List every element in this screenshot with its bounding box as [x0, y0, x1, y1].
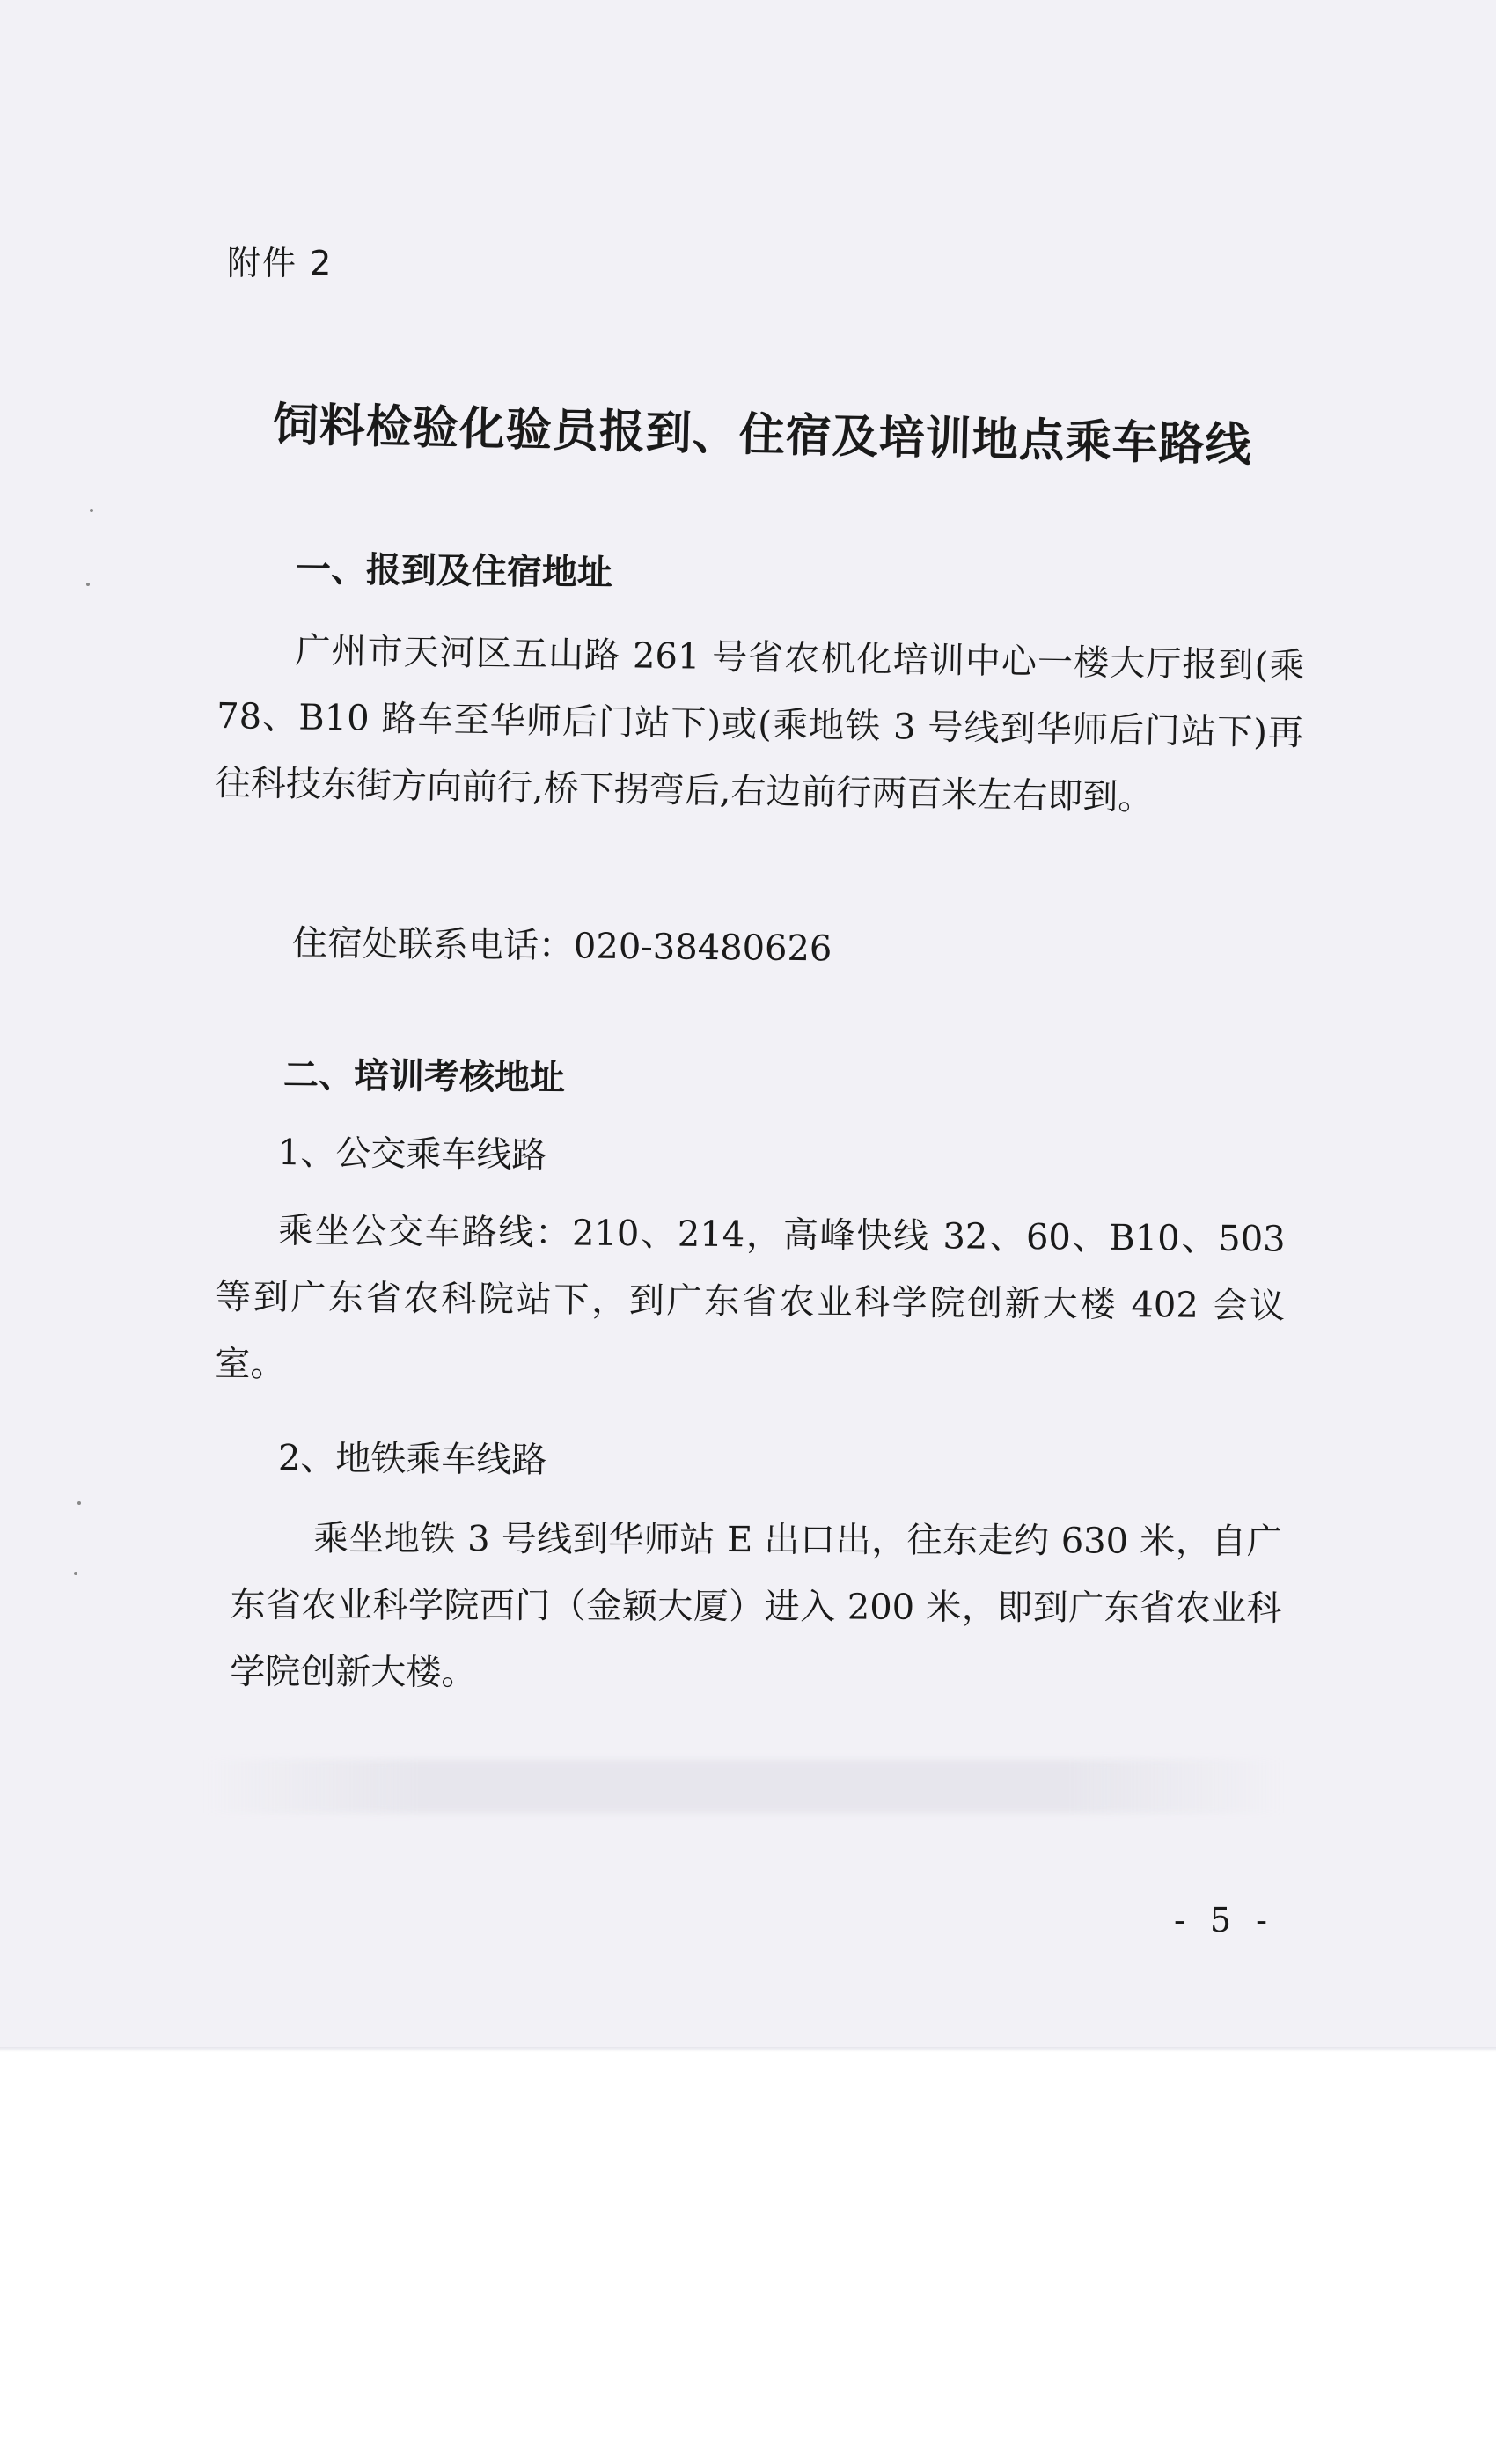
document-title: 饲料检验化验员报到、住宿及培训地点乘车路线	[272, 398, 1253, 473]
metro-route-subheading: 2、地铁乘车线路	[277, 1438, 547, 1481]
scan-speck	[77, 1501, 81, 1505]
scan-speck	[90, 509, 93, 512]
registration-paragraph: 广州市天河区五山路 261 号省农机化培训中心一楼大厅报到(乘 78、B10 路车至华师后门站下)或(乘地铁 3 号线到华师后门站下)再往科技东街方向前行,桥下拐弯后,右边前行两百米左右即到。	[215, 630, 1305, 818]
bleed-through-artifact	[202, 1760, 1285, 1813]
bus-route-paragraph: 乘坐公交车路线：210、214，高峰快线 32、60、B10、503 等到广东省农科院站下，到广东省农业科学院创新大楼 402 会议室。	[215, 1210, 1286, 1385]
page-number: - 5 -	[1174, 1901, 1275, 1940]
section-heading-training: 二、培训考核地址	[282, 1055, 566, 1099]
attachment-label: 附件 2	[227, 244, 334, 282]
metro-route-paragraph: 乘坐地铁 3 号线到华师站 E 出口出，往东走约 630 米，自广东省农业科学院西门（金颖大厦）进入 200 米，即到广东省农业科学院创新大楼。	[230, 1518, 1282, 1693]
section-heading-registration: 一、报到及住宿地址	[295, 549, 613, 594]
bus-route-subheading: 1、公交乘车线路	[277, 1133, 547, 1177]
scan-speck	[86, 583, 90, 586]
accommodation-phone: 住宿处联系电话：020-38480626	[291, 923, 832, 970]
scan-speck	[74, 1572, 77, 1575]
